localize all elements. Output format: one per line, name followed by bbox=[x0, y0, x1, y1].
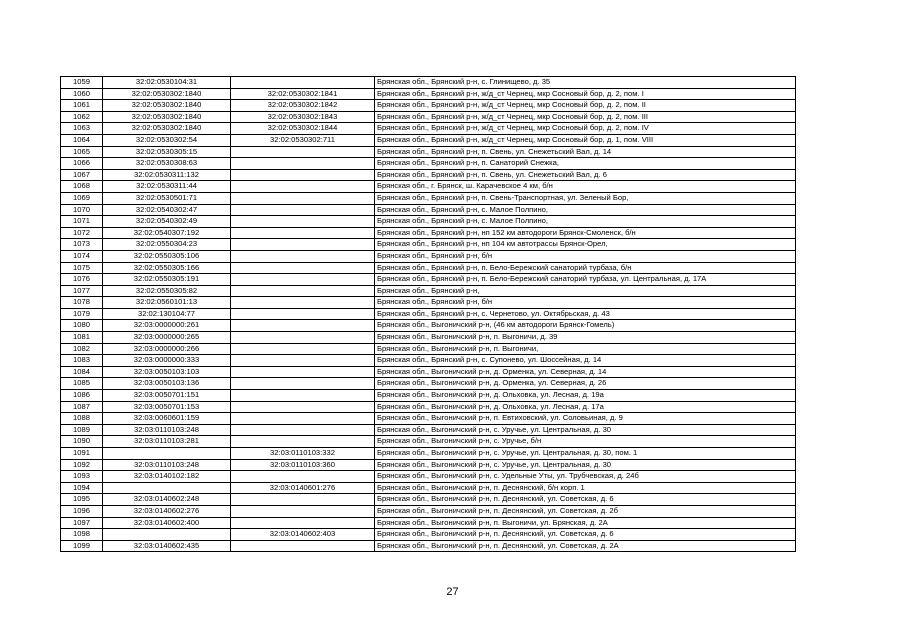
table-row bbox=[61, 459, 796, 471]
cadastral-number-cell: 32:02:0530305:15 bbox=[103, 146, 231, 158]
sub-cadastral-number-cell bbox=[231, 158, 375, 170]
table-row bbox=[61, 413, 796, 425]
cadastral-number-cell: 32:02:0530104:31 bbox=[103, 77, 231, 89]
address-cell: Брянская обл., Брянский р-н, п. Свень-Транспортная, ул. Зеленый Бор, bbox=[375, 192, 796, 204]
table-body bbox=[61, 77, 796, 552]
cadastral-number-cell: 32:03:0000000:265 bbox=[103, 332, 231, 344]
cadastral-number-cell bbox=[103, 448, 231, 460]
address-cell: Брянская обл., Выгоничский р-н, п. Выгоничи, д. 39 bbox=[375, 332, 796, 344]
sub-cadastral-number-cell bbox=[231, 471, 375, 483]
address-cell: Брянская обл., г. Брянск, ш. Карачевское 4 км, б/н bbox=[375, 181, 796, 193]
cadastral-number-cell: 32:02:0530302:1840 bbox=[103, 123, 231, 135]
sub-cadastral-number-cell: 32:02:0530302:1844 bbox=[231, 123, 375, 135]
table-row bbox=[61, 540, 796, 552]
cadastral-number-cell: 32:02:0540302:47 bbox=[103, 204, 231, 216]
cadastral-number-cell bbox=[103, 529, 231, 541]
row-number-cell: 1060 bbox=[61, 88, 103, 100]
table-row bbox=[61, 366, 796, 378]
cadastral-number-cell: 32:02:0530302:1840 bbox=[103, 111, 231, 123]
table-row bbox=[61, 239, 796, 251]
cadastral-number-cell: 32:02:0530302:54 bbox=[103, 134, 231, 146]
page-number: 27 bbox=[446, 586, 459, 598]
address-cell: Брянская обл., Выгоничский р-н, п. Деснянский, ул. Советская, д. 2б bbox=[375, 505, 796, 517]
table-row bbox=[61, 308, 796, 320]
sub-cadastral-number-cell: 32:03:0140601:276 bbox=[231, 482, 375, 494]
cadastral-number-cell: 32:02:0540302:49 bbox=[103, 216, 231, 228]
sub-cadastral-number-cell bbox=[231, 332, 375, 344]
table-row bbox=[61, 204, 796, 216]
table-row bbox=[61, 471, 796, 483]
cadastral-number-cell: 32:03:0140602:248 bbox=[103, 494, 231, 506]
cadastral-number-cell: 32:03:0140102:182 bbox=[103, 471, 231, 483]
table-row bbox=[61, 355, 796, 367]
row-number-cell: 1098 bbox=[61, 529, 103, 541]
table-row bbox=[61, 227, 796, 239]
row-number-cell: 1064 bbox=[61, 134, 103, 146]
address-cell: Брянская обл., Брянский р-н, bbox=[375, 285, 796, 297]
address-cell: Брянская обл., Брянский р-н, с. Супонево, ул. Шоссейная, д. 14 bbox=[375, 355, 796, 367]
address-cell: Брянская обл., Брянский р-н, с. Чернетово, ул. Октябрьская, д. 43 bbox=[375, 308, 796, 320]
row-number-cell: 1068 bbox=[61, 181, 103, 193]
address-cell: Брянская обл., Брянский р-н, п. Бело-Бережский санаторий турбаза, б/н bbox=[375, 262, 796, 274]
cadastral-number-cell: 32:03:0000000:266 bbox=[103, 343, 231, 355]
cadastral-number-cell: 32:03:0140602:435 bbox=[103, 540, 231, 552]
cadastral-number-cell: 32:03:0050103:136 bbox=[103, 378, 231, 390]
table-row bbox=[61, 158, 796, 170]
cadastral-number-cell: 32:02:0550305:82 bbox=[103, 285, 231, 297]
sub-cadastral-number-cell bbox=[231, 77, 375, 89]
table-row bbox=[61, 100, 796, 112]
sub-cadastral-number-cell bbox=[231, 390, 375, 402]
cadastral-number-cell: 32:03:0110103:248 bbox=[103, 424, 231, 436]
row-number-cell: 1087 bbox=[61, 401, 103, 413]
address-cell: Брянская обл., Брянский р-н, ж/д_ст Чернец, мкр Сосновый бор, д. 2, пом. III bbox=[375, 111, 796, 123]
address-cell: Брянская обл., Брянский р-н, п. Бело-Бережский санаторий турбаза, ул. Центральная, д. 17А bbox=[375, 274, 796, 286]
cadastral-number-cell: 32:02:0530501:71 bbox=[103, 192, 231, 204]
address-cell: Брянская обл., Выгоничский р-н, п. Выгоничи, bbox=[375, 343, 796, 355]
table-row bbox=[61, 494, 796, 506]
address-cell: Брянская обл., Выгоничский р-н, п. Евтиховский, ул. Соловьиная, д. 9 bbox=[375, 413, 796, 425]
row-number-cell: 1081 bbox=[61, 332, 103, 344]
row-number-cell: 1062 bbox=[61, 111, 103, 123]
cadastral-number-cell: 32:02:0550305:166 bbox=[103, 262, 231, 274]
sub-cadastral-number-cell bbox=[231, 285, 375, 297]
sub-cadastral-number-cell bbox=[231, 227, 375, 239]
sub-cadastral-number-cell bbox=[231, 320, 375, 332]
sub-cadastral-number-cell bbox=[231, 239, 375, 251]
sub-cadastral-number-cell bbox=[231, 250, 375, 262]
row-number-cell: 1076 bbox=[61, 274, 103, 286]
address-cell: Брянская обл., Выгоничский р-н, с. Уручье, ул. Центральная, д. 30 bbox=[375, 424, 796, 436]
address-cell: Брянская обл., Выгоничский р-н, д. Орменка, ул. Северная, д. 14 bbox=[375, 366, 796, 378]
sub-cadastral-number-cell bbox=[231, 274, 375, 286]
cadastral-number-cell: 32:03:0050701:151 bbox=[103, 390, 231, 402]
sub-cadastral-number-cell bbox=[231, 517, 375, 529]
address-cell: Брянская обл., Выгоничский р-н, д. Орменка, ул. Северная, д. 26 bbox=[375, 378, 796, 390]
row-number-cell: 1097 bbox=[61, 517, 103, 529]
row-number-cell: 1069 bbox=[61, 192, 103, 204]
table-row bbox=[61, 390, 796, 402]
table-row bbox=[61, 262, 796, 274]
sub-cadastral-number-cell: 32:03:0140602:403 bbox=[231, 529, 375, 541]
row-number-cell: 1095 bbox=[61, 494, 103, 506]
row-number-cell: 1090 bbox=[61, 436, 103, 448]
cadastral-number-cell: 32:02:0550305:106 bbox=[103, 250, 231, 262]
table-row bbox=[61, 424, 796, 436]
row-number-cell: 1066 bbox=[61, 158, 103, 170]
table-row bbox=[61, 134, 796, 146]
cadastral-number-cell: 32:02:0550305:191 bbox=[103, 274, 231, 286]
address-cell: Брянская обл., Выгоничский р-н, п. Деснянский, ул. Советская, д. 2А bbox=[375, 540, 796, 552]
sub-cadastral-number-cell bbox=[231, 505, 375, 517]
row-number-cell: 1083 bbox=[61, 355, 103, 367]
address-cell: Брянская обл., Выгоничский р-н, (46 км автодороги Брянск-Гомель) bbox=[375, 320, 796, 332]
sub-cadastral-number-cell bbox=[231, 401, 375, 413]
sub-cadastral-number-cell bbox=[231, 297, 375, 309]
row-number-cell: 1059 bbox=[61, 77, 103, 89]
sub-cadastral-number-cell: 32:03:0110103:360 bbox=[231, 459, 375, 471]
cadastral-number-cell: 32:03:0110103:281 bbox=[103, 436, 231, 448]
row-number-cell: 1071 bbox=[61, 216, 103, 228]
cadastral-number-cell: 32:03:0060601:159 bbox=[103, 413, 231, 425]
address-cell: Брянская обл., Брянский р-н, ж/д_ст Чернец, мкр Сосновый бор, д. 2, пом. I bbox=[375, 88, 796, 100]
address-cell: Брянская обл., Брянский р-н, нп 104 км автотрассы Брянск-Орел, bbox=[375, 239, 796, 251]
cadastral-number-cell: 32:03:0110103:248 bbox=[103, 459, 231, 471]
table-row bbox=[61, 529, 796, 541]
cadastral-number-cell: 32:03:0140602:400 bbox=[103, 517, 231, 529]
sub-cadastral-number-cell bbox=[231, 494, 375, 506]
row-number-cell: 1080 bbox=[61, 320, 103, 332]
cadastral-number-cell: 32:02:0540307:192 bbox=[103, 227, 231, 239]
address-cell: Брянская обл., Брянский р-н, ж/д_ст Чернец, мкр Сосновый бор, д. 2, пом. IV bbox=[375, 123, 796, 135]
sub-cadastral-number-cell: 32:02:0530302:1841 bbox=[231, 88, 375, 100]
table-row bbox=[61, 517, 796, 529]
cadastral-number-cell: 32:02:0530311:132 bbox=[103, 169, 231, 181]
cadastral-number-cell: 32:03:0140602:276 bbox=[103, 505, 231, 517]
row-number-cell: 1079 bbox=[61, 308, 103, 320]
table-row bbox=[61, 274, 796, 286]
table-row bbox=[61, 482, 796, 494]
cadastral-number-cell: 32:02:0530302:1840 bbox=[103, 100, 231, 112]
sub-cadastral-number-cell: 32:03:0110103:332 bbox=[231, 448, 375, 460]
sub-cadastral-number-cell bbox=[231, 262, 375, 274]
table-row bbox=[61, 123, 796, 135]
sub-cadastral-number-cell bbox=[231, 540, 375, 552]
table-row bbox=[61, 146, 796, 158]
row-number-cell: 1065 bbox=[61, 146, 103, 158]
sub-cadastral-number-cell bbox=[231, 204, 375, 216]
row-number-cell: 1088 bbox=[61, 413, 103, 425]
row-number-cell: 1067 bbox=[61, 169, 103, 181]
row-number-cell: 1061 bbox=[61, 100, 103, 112]
table-row bbox=[61, 181, 796, 193]
cadastral-number-cell: 32:02:0530311:44 bbox=[103, 181, 231, 193]
address-cell: Брянская обл., Выгоничский р-н, с. Уручье, б/н bbox=[375, 436, 796, 448]
table-row bbox=[61, 297, 796, 309]
cadastral-number-cell: 32:03:0000000:333 bbox=[103, 355, 231, 367]
sub-cadastral-number-cell: 32:02:0530302:1842 bbox=[231, 100, 375, 112]
address-cell: Брянская обл., Выгоничский р-н, п. Деснянский, ул. Советская, д. 6 bbox=[375, 529, 796, 541]
address-cell: Брянская обл., Выгоничский р-н, п. Деснянский, б/н корп. 1 bbox=[375, 482, 796, 494]
table-row bbox=[61, 320, 796, 332]
cadastral-number-cell: 32:03:0000000:261 bbox=[103, 320, 231, 332]
address-cell: Брянская обл., Брянский р-н, п. Санаторий Снежка, bbox=[375, 158, 796, 170]
cadastral-number-cell: 32:02:0530308:63 bbox=[103, 158, 231, 170]
address-cell: Брянская обл., Брянский р-н, с. Глинищево, д. 35 bbox=[375, 77, 796, 89]
table-row bbox=[61, 250, 796, 262]
row-number-cell: 1091 bbox=[61, 448, 103, 460]
row-number-cell: 1078 bbox=[61, 297, 103, 309]
cadastral-number-cell: 32:03:0050701:153 bbox=[103, 401, 231, 413]
address-cell: Брянская обл., Брянский р-н, б/н bbox=[375, 297, 796, 309]
address-cell: Брянская обл., Выгоничский р-н, с. Уручье, ул. Центральная, д. 30 bbox=[375, 459, 796, 471]
sub-cadastral-number-cell bbox=[231, 192, 375, 204]
sub-cadastral-number-cell bbox=[231, 146, 375, 158]
address-cell: Брянская обл., Брянский р-н, с. Малое Полпино, bbox=[375, 204, 796, 216]
address-cell: Брянская обл., Брянский р-н, п. Свень, ул. Снежетьский Вал, д. 14 bbox=[375, 146, 796, 158]
sub-cadastral-number-cell bbox=[231, 378, 375, 390]
table-row bbox=[61, 332, 796, 344]
table-row bbox=[61, 192, 796, 204]
address-cell: Брянская обл., Брянский р-н, ж/д_ст Чернец, мкр Сосновый бор, д. 1, пом. VIII bbox=[375, 134, 796, 146]
address-cell: Брянская обл., Брянский р-н, с. Малое Полпино, bbox=[375, 216, 796, 228]
table-row bbox=[61, 343, 796, 355]
cadastral-number-cell: 32:03:0050103:103 bbox=[103, 366, 231, 378]
sub-cadastral-number-cell bbox=[231, 366, 375, 378]
address-cell: Брянская обл., Выгоничский р-н, д. Ольховка, ул. Лесная, д. 19а bbox=[375, 390, 796, 402]
table-row bbox=[61, 169, 796, 181]
sub-cadastral-number-cell bbox=[231, 308, 375, 320]
address-cell: Брянская обл., Брянский р-н, б/н bbox=[375, 250, 796, 262]
row-number-cell: 1086 bbox=[61, 390, 103, 402]
address-cell: Брянская обл., Брянский р-н, нп 152 км автодороги Брянск-Смоленск, б/н bbox=[375, 227, 796, 239]
property-table bbox=[60, 76, 796, 552]
table-row bbox=[61, 378, 796, 390]
table-row bbox=[61, 77, 796, 89]
address-cell: Брянская обл., Выгоничский р-н, с. Уручье, ул. Центральная, д. 30, пом. 1 bbox=[375, 448, 796, 460]
address-cell: Брянская обл., Выгоничский р-н, д. Ольховка, ул. Лесная, д. 17а bbox=[375, 401, 796, 413]
sub-cadastral-number-cell bbox=[231, 436, 375, 448]
sub-cadastral-number-cell bbox=[231, 424, 375, 436]
address-cell: Брянская обл., Брянский р-н, п. Свень, ул. Снежетьский Вал, д. 6 bbox=[375, 169, 796, 181]
sub-cadastral-number-cell: 32:02:0530302:1843 bbox=[231, 111, 375, 123]
row-number-cell: 1092 bbox=[61, 459, 103, 471]
cadastral-number-cell: 32:02:0560101:13 bbox=[103, 297, 231, 309]
address-cell: Брянская обл., Выгоничский р-н, п. Выгоничи, ул. Брянская, д. 2А bbox=[375, 517, 796, 529]
row-number-cell: 1082 bbox=[61, 343, 103, 355]
sub-cadastral-number-cell: 32:02:0530302:711 bbox=[231, 134, 375, 146]
cadastral-number-cell: 32:02:0530302:1840 bbox=[103, 88, 231, 100]
row-number-cell: 1093 bbox=[61, 471, 103, 483]
table-row bbox=[61, 88, 796, 100]
row-number-cell: 1084 bbox=[61, 366, 103, 378]
cadastral-number-cell: 32:02:130104:77 bbox=[103, 308, 231, 320]
table-row bbox=[61, 216, 796, 228]
row-number-cell: 1075 bbox=[61, 262, 103, 274]
row-number-cell: 1070 bbox=[61, 204, 103, 216]
table-row bbox=[61, 448, 796, 460]
row-number-cell: 1063 bbox=[61, 123, 103, 135]
address-cell: Брянская обл., Брянский р-н, ж/д_ст Чернец, мкр Сосновый бор, д. 2, пом. II bbox=[375, 100, 796, 112]
table-row bbox=[61, 401, 796, 413]
row-number-cell: 1094 bbox=[61, 482, 103, 494]
address-cell: Брянская обл., Выгоничский р-н, п. Деснянский, ул. Советская, д. 6 bbox=[375, 494, 796, 506]
table-row bbox=[61, 505, 796, 517]
row-number-cell: 1072 bbox=[61, 227, 103, 239]
row-number-cell: 1077 bbox=[61, 285, 103, 297]
row-number-cell: 1089 bbox=[61, 424, 103, 436]
sub-cadastral-number-cell bbox=[231, 355, 375, 367]
row-number-cell: 1096 bbox=[61, 505, 103, 517]
row-number-cell: 1099 bbox=[61, 540, 103, 552]
sub-cadastral-number-cell bbox=[231, 169, 375, 181]
address-cell: Брянская обл., Выгоничский р-н, с. Удельные Уты, ул. Трубчевская, д. 24б bbox=[375, 471, 796, 483]
table-row bbox=[61, 111, 796, 123]
sub-cadastral-number-cell bbox=[231, 181, 375, 193]
row-number-cell: 1085 bbox=[61, 378, 103, 390]
sub-cadastral-number-cell bbox=[231, 413, 375, 425]
table-row bbox=[61, 285, 796, 297]
sub-cadastral-number-cell bbox=[231, 216, 375, 228]
table-row bbox=[61, 436, 796, 448]
cadastral-number-cell: 32:02:0550304:23 bbox=[103, 239, 231, 251]
sub-cadastral-number-cell bbox=[231, 343, 375, 355]
row-number-cell: 1073 bbox=[61, 239, 103, 251]
cadastral-number-cell bbox=[103, 482, 231, 494]
row-number-cell: 1074 bbox=[61, 250, 103, 262]
